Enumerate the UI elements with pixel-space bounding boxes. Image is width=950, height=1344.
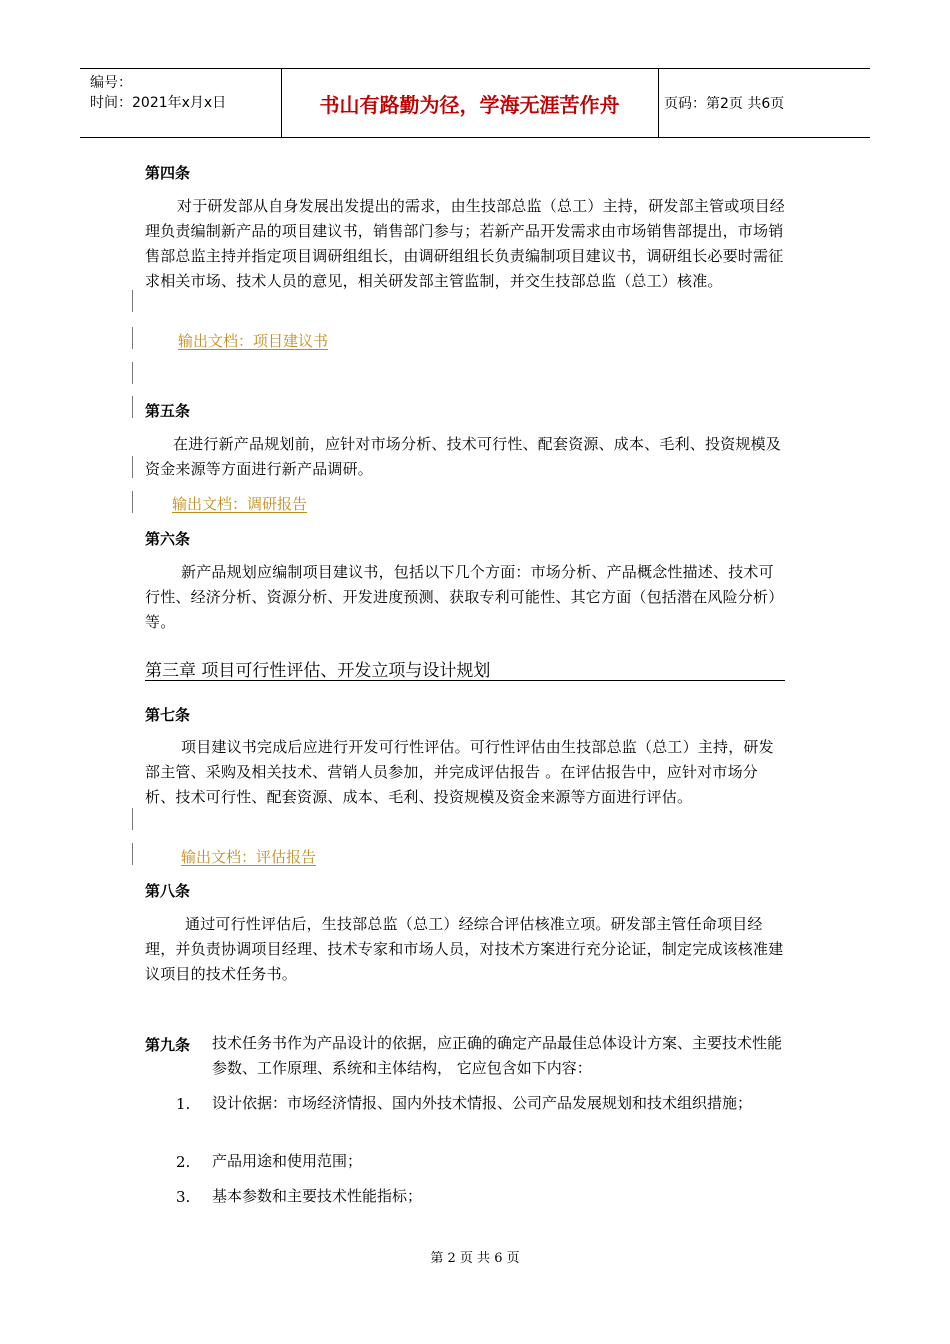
article-7-body: 项目建议书完成后应进行开发可行性评估。可行性评估由生技部总监（总工）主持，研发部主管、采购及相关技术、营销人员参加，并完成评估报告 。在评估报告中，应针对市场分析、技术可行性、配套资源、成本、毛利、投资规模及资金来源等方面进行评估。 [145, 738, 774, 806]
list-item [212, 1149, 787, 1174]
revision-mark [132, 362, 133, 384]
header-left [90, 73, 226, 113]
header-motto: 书山有路勤为径，学海无涯苦作舟 [319, 92, 620, 117]
article-4-output-link[interactable]: 输出文档：项目建议书 [178, 332, 329, 350]
article-9-title: 第九条 [145, 1036, 191, 1054]
revision-mark [132, 396, 133, 418]
revision-mark [132, 456, 133, 478]
page-footer: 第 2 页 共 6 页 [430, 1251, 520, 1266]
list-item [212, 1091, 787, 1116]
article-4-body: 对于研发部从自身发展出发提出的需求，由生技部总监（总工）主持，研发部主管或项目经理负责编制新产品的项目建议书，销售部门参与；若新产品开发需求由市场销售部提出，市场销售部总监主持并指定项目调研组组长，由调研组组长负责编制项目建议书，调研组长必要时需征求相关市场、技术人员的意见，相关研发部主管监制，并交生技部总监（总工）核准。 [145, 197, 786, 290]
revision-mark [132, 491, 133, 513]
article-9-body: 技术任务书作为产品设计的依据，应正确的确定产品最佳总体设计方案、主要技术性能参数、工作原理、系统和主体结构， 它应包含如下内容： [212, 1034, 783, 1077]
chapter-3-heading: 第三章 项目可行性评估、开发立项与设计规划 [145, 656, 785, 681]
list-item-number: 3. [176, 1188, 191, 1206]
list-item-text: 设计依据：市场经济情报、国内外技术情报、公司产品发展规划和技术组织措施； [212, 1094, 753, 1112]
article-7-title: 第七条 [145, 706, 191, 724]
article-5-title: 第五条 [145, 402, 191, 420]
list-item [212, 1184, 787, 1209]
document-date: 时间：2021年x月x日 [90, 95, 227, 111]
article-5-body: 在进行新产品规划前，应针对市场分析、技术可行性、配套资源、成本、毛利、投资规模及资金来源等方面进行新产品调研。 [145, 435, 782, 478]
list-item-text: 产品用途和使用范围； [212, 1152, 363, 1170]
article-8-title: 第八条 [145, 882, 191, 900]
list-item-text: 基本参数和主要技术性能指标； [212, 1187, 423, 1205]
revision-mark [132, 808, 133, 830]
page-header [80, 68, 870, 138]
article-8-body: 通过可行性评估后，生技部总监（总工）经综合评估核准立项。研发部主管任命项目经理，并负责协调项目经理、技术专家和市场人员，对技术方案进行充分论证，制定完成该核准建议项目的技术任务书。 [145, 915, 784, 983]
article-6-body: 新产品规划应编制项目建议书，包括以下几个方面：市场分析、产品概念性描述、技术可行性、经济分析、资源分析、开发进度预测、获取专利可能性、其它方面（包括潜在风险分析）等。 [145, 563, 784, 631]
list-item-number: 1. [176, 1095, 191, 1113]
revision-mark [132, 290, 133, 312]
article-4-title: 第四条 [145, 164, 191, 182]
article-7-output-link[interactable]: 输出文档：评估报告 [181, 848, 317, 866]
revision-mark [132, 843, 133, 865]
revision-mark [132, 327, 133, 349]
article-5-output-link[interactable]: 输出文档：调研报告 [172, 495, 308, 513]
list-item-number: 2. [176, 1153, 191, 1171]
document-number-label: 编号： [90, 75, 132, 91]
header-divider [658, 69, 659, 137]
header-page-info: 页码：第2页 共6页 [664, 96, 785, 112]
article-6-title: 第六条 [145, 530, 191, 548]
